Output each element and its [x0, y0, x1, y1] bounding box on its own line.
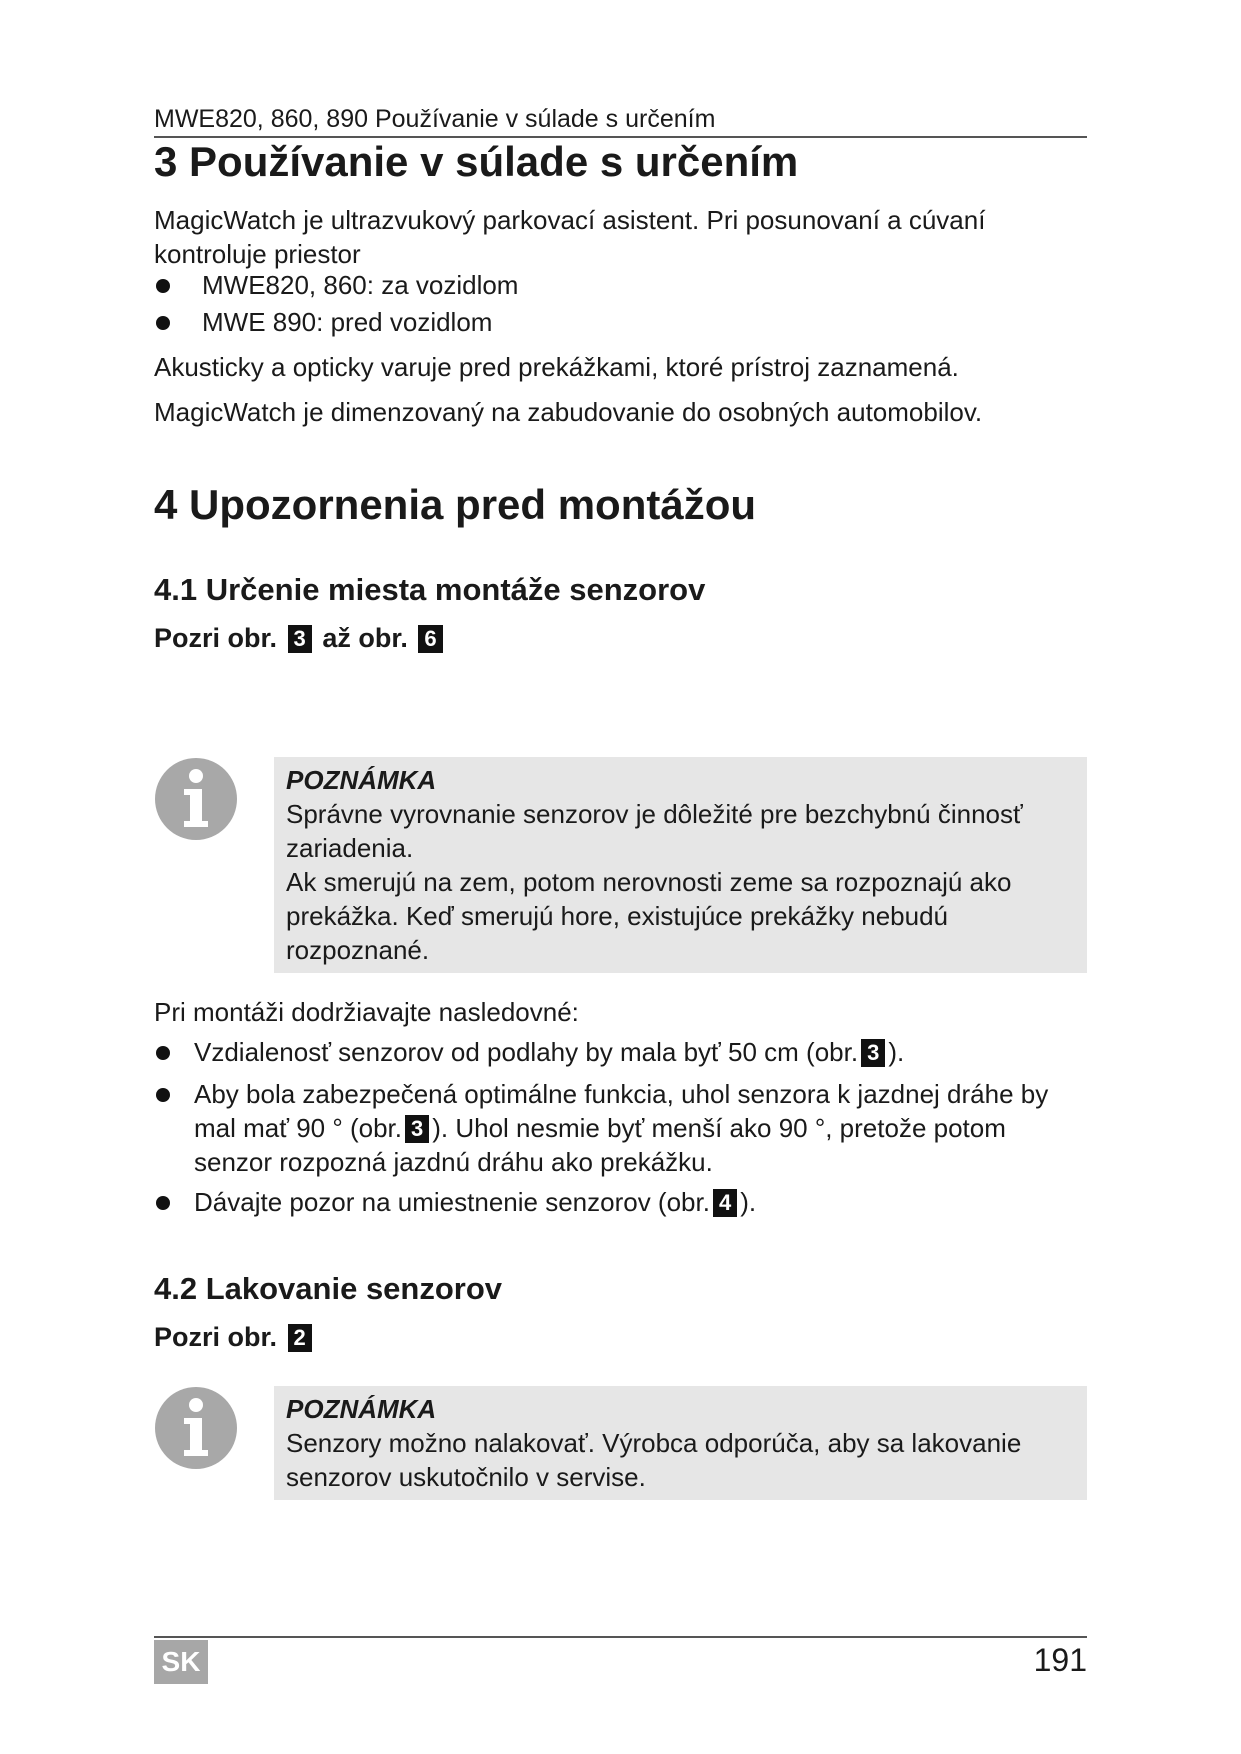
page: MWE820, 860, 890 Používanie v súlade s určením 3 Používanie v súlade s určením MagicWatch je ultrazvukový parkovací asistent. Pri posunovaní a cúvaní kontroluje priestor MWE820, 860: za vozidlom MWE 890: pred vozidlom Akusticky a opticky varuje pred prekážkami, ktoré prístroj zaznamená. MagicWatch je dimenzovaný na zabudovanie do osobných automobilov. 4 Upozornenia pred montážou 4.1 Určenie miesta montáže senzorov Pozri obr. 3 až obr. 6 POZNÁMKA Správne vyrovnanie senzorov je dôležité pre bezchybnú činnosť zariadenia. Ak smerujú na zem, potom nerovnosti zeme sa rozpoznajú ako prekážka. Keď smerujú hore, existujúce prekážky nebudú rozpoznané. Pri montáži dodržiavajte nasledovné: Vzdialenosť senzorov od podlahy by mala byť 50 cm (obr. 3 ). Aby bola zabezpečená optimálne funkcia, uhol senzora k jazdnej dráhe by mal mať 90 ° (obr. 3 ). Uhol nesmie byť menší ako 90 °, pretože potom senzor rozpozná jazdnú dráhu ako prekážku. Dávajte pozor na umiestnenie senzorov (obr. 4 ). 4.2 Lakovanie senzorov Pozri obr. 2 POZNÁMKA Senzory možno nalakovať. Výrobca odporúča, aby sa lakovanie senzorov uskutočnilo v servise. SK 191	[154, 0, 1087, 1754]
figure-number-badge: 3	[861, 1039, 885, 1067]
section-4-title: 4 Upozornenia pred montážou	[154, 481, 757, 528]
bullet-icon	[156, 1046, 170, 1060]
bullet-icon	[156, 279, 170, 293]
figure-number-badge: 6	[418, 625, 442, 653]
info-icon	[154, 1386, 238, 1470]
section-3-intro: MagicWatch je ultrazvukový parkovací asistent. Pri posunovaní a cúvaní kontroluje priestor	[154, 205, 986, 269]
note-box	[274, 1386, 1087, 1500]
note-title: POZNÁMKA	[286, 765, 437, 795]
note-title: POZNÁMKA	[286, 1394, 437, 1424]
figure-number-badge: 3	[288, 625, 312, 653]
bullet-icon	[156, 1088, 170, 1102]
running-header: MWE820, 860, 890 Používanie v súlade s určením	[154, 104, 1087, 138]
note-text: Senzory možno nalakovať. Výrobca odporúča, aby sa lakovanie senzorov uskutočnilo v servise.	[286, 1428, 1022, 1492]
footer-rule	[154, 1636, 1087, 1638]
mounting-lead: Pri montáži dodržiavajte nasledovné:	[154, 997, 579, 1027]
see-figure-ref: Pozri obr. 2	[154, 1320, 315, 1354]
section-3-warning: Akusticky a opticky varuje pred prekážkami, ktoré prístroj zaznamená.	[154, 352, 959, 382]
bullet-icon	[156, 316, 170, 330]
note-text: Správne vyrovnanie senzorov je dôležité pre bezchybnú činnosť zariadenia.	[286, 799, 1023, 863]
subsection-4-2-title: 4.2 Lakovanie senzorov	[154, 1271, 503, 1306]
section-3-title: 3 Používanie v súlade s určením	[154, 138, 799, 185]
language-badge: SK	[154, 1640, 208, 1684]
figure-number-badge: 4	[713, 1189, 737, 1217]
bullet-icon	[156, 1196, 170, 1210]
info-icon	[154, 757, 238, 841]
note-text: Ak smerujú na zem, potom nerovnosti zeme sa rozpoznajú ako prekážka. Keď smerujú hore, existujúce prekážky nebudú rozpoznané.	[286, 867, 1012, 965]
note-box	[274, 757, 1087, 973]
page-number: 191	[1033, 1642, 1087, 1678]
see-figure-ref: Pozri obr. 3 až obr. 6	[154, 621, 446, 655]
figure-number-badge: 2	[288, 1324, 312, 1352]
figure-number-badge: 3	[405, 1115, 429, 1143]
section-3-design: MagicWatch je dimenzovaný na zabudovanie do osobných automobilov.	[154, 397, 983, 427]
subsection-4-1-title: 4.1 Určenie miesta montáže senzorov	[154, 572, 706, 607]
